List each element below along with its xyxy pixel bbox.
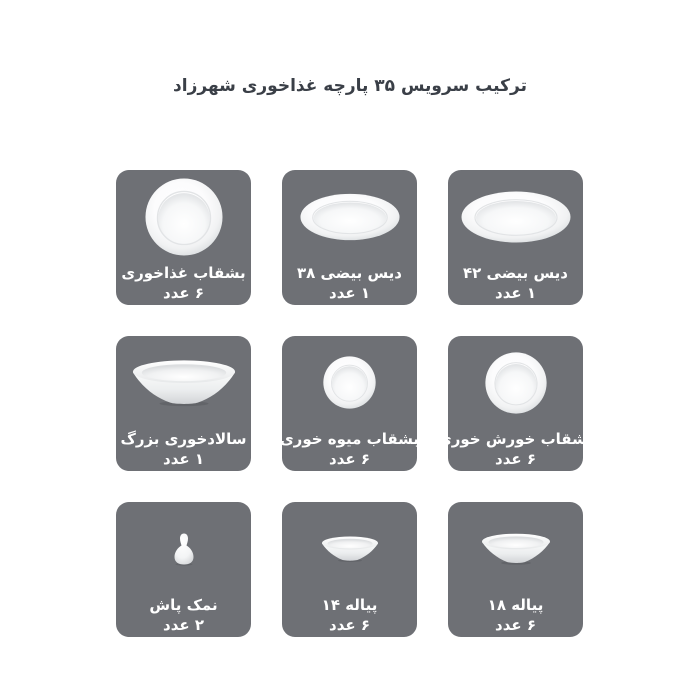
- salt-shaker-icon: [116, 502, 251, 595]
- item-count: ۱ عدد: [163, 450, 204, 468]
- item-count: ۲ عدد: [163, 616, 204, 634]
- oval-dish-38-icon: [282, 170, 417, 263]
- item-card-bowl-18: [448, 502, 583, 637]
- item-name: سالادخوری بزرگ: [120, 430, 247, 448]
- item-card-oval-dish-42: [448, 170, 583, 305]
- item-name: بشقاب خورش خوری: [438, 430, 593, 448]
- item-count: ۶ عدد: [329, 616, 370, 634]
- page-title: ترکیب سرویس ۳۵ پارچه غذاخوری شهرزاد: [173, 76, 527, 96]
- dinner-plate-icon: [116, 170, 251, 263]
- oval-dish-42-icon: [448, 170, 583, 263]
- fruit-plate-icon: [282, 336, 417, 429]
- item-card-bowl-14: [282, 502, 417, 637]
- item-count: ۶ عدد: [495, 450, 536, 468]
- bowl-14-icon: [282, 502, 417, 595]
- item-count: ۶ عدد: [495, 616, 536, 634]
- item-name: دیس بیضی ۳۸: [297, 264, 403, 282]
- item-card-salt-shaker: [116, 502, 251, 637]
- item-name: بشقاب غذاخوری: [121, 264, 246, 282]
- item-name: پیاله ۱۸: [487, 596, 544, 614]
- item-card-fruit-plate: [279, 336, 420, 471]
- item-name: بشقاب میوه خوری: [279, 430, 420, 448]
- bowl-18-icon: [448, 502, 583, 595]
- item-count: ۶ عدد: [163, 284, 204, 302]
- item-name: پیاله ۱۴: [321, 596, 378, 614]
- item-count: ۱ عدد: [495, 284, 536, 302]
- item-card-dinner-plate: [116, 170, 251, 305]
- salad-bowl-icon: [116, 336, 251, 429]
- item-card-stew-plate: [438, 336, 593, 471]
- items-grid: [116, 170, 593, 637]
- item-count: ۱ عدد: [329, 284, 370, 302]
- item-card-salad-bowl: [116, 336, 251, 471]
- item-count: ۶ عدد: [329, 450, 370, 468]
- item-name: نمک پاش: [149, 596, 218, 614]
- stew-plate-icon: [448, 336, 583, 429]
- item-card-oval-dish-38: [282, 170, 417, 305]
- item-name: دیس بیضی ۴۲: [463, 264, 569, 282]
